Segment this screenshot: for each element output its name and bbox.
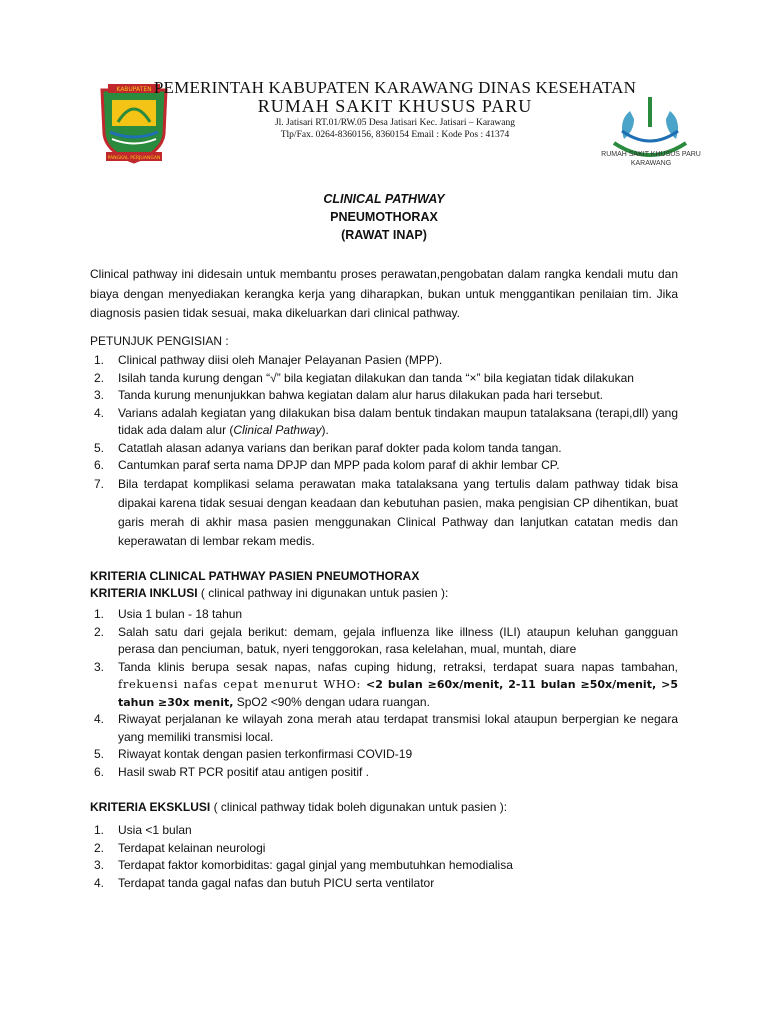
inklusi-list — [90, 606, 678, 781]
list-item: 5. Catatlah alasan adanya varians dan berikan paraf dokter pada kolom tanda tangan. — [94, 440, 562, 455]
list-item: 3. Terdapat faktor komorbiditas: gagal ginjal yang membutuhkan hemodialisa — [94, 858, 513, 872]
letterhead-address-line: Jl. Jatisari RT.01/RW.05 Desa Jatisari Kec. Jatisari – Karawang — [274, 118, 516, 128]
right-logo-caption-line1: RUMAH SAKIT KHUSUS PARU — [601, 151, 701, 158]
list-item: 6. Cantumkan paraf serta nama DPJP dan MPP pada kolom paraf di akhir lembar CP. — [94, 458, 560, 472]
right-logo-caption-line2: KARAWANG — [630, 160, 672, 167]
petunjuk-label: PETUNJUK PENGISIAN : — [90, 334, 229, 348]
svg-text:PANGKAL PERJUANGAN: PANGKAL PERJUANGAN — [107, 156, 161, 161]
svg-text:KABUPATEN: KABUPATEN — [116, 86, 152, 93]
list-item: 3. Tanda kurung menunjukkan bahwa kegiatan dalam alur harus dilakukan pada hari tersebut. — [94, 388, 603, 402]
list-item: 5. Riwayat kontak dengan pasien terkonfirmasi COVID-19 — [94, 747, 413, 761]
doc-title: CLINICAL PATHWAY — [323, 192, 445, 206]
list-item: 1. Usia <1 bulan — [94, 823, 192, 837]
doc-subtitle-2: (RAWAT INAP) — [341, 228, 427, 242]
letterhead-government: PEMERINTAH KABUPATEN KARAWANG DINAS KESEHATAN — [153, 78, 637, 97]
right-logo-caption — [596, 150, 706, 168]
list-item: 1. Usia 1 bulan - 18 tahun — [94, 607, 243, 621]
list-item: 4. Riwayat perjalanan ke wilayah zona merah atau terdapat transmisi lokal ataupun berpergian ke negara yang memiliki transmisi local. — [94, 712, 678, 744]
letterhead-contact-line: Tlp/Fax. 0264-8360156, 8360154 Email : Kode Pos : 41374 — [280, 130, 510, 140]
list-item: 3. Tanda klinis berupa sesak napas, nafas cuping hidung, retraksi, terdapat suara napas tambahan, frekuensi nafas cepat menurut WHO: <2 bulan ≥60x/menit, 2-11 bulan ≥50x/menit, >5 tahun ≥30x menit, SpO2 <90% dengan udara ruangan. — [94, 659, 679, 709]
letterhead-hospital: RUMAH SAKIT KHUSUS PARU — [257, 96, 533, 116]
list-item: 1. Clinical pathway diisi oleh Manajer Pelayanan Pasien (MPP). — [94, 353, 443, 367]
list-item: 7. Bila terdapat komplikasi selama perawatan maka tatalaksana yang tertulis dalam pathway tidak bisa dipakai karena tidak sesuai dengan keadaan dan kebutuhan pasien, maka pengisian CP dihentikan, buat garis merah di akhir masa pasien menggunakan Clinical Pathway dan lanjutkan catatan medis dan keperawatan di lembar rekam medis. — [94, 476, 678, 548]
doc-subtitle: PNEUMOTHORAX — [330, 210, 438, 224]
list-item: 6. Hasil swab RT PCR positif atau antigen positif . — [94, 764, 370, 779]
kriteria-heading: KRITERIA CLINICAL PATHWAY PASIEN PNEUMOTHORAX — [90, 569, 420, 583]
letterhead-address — [200, 117, 590, 141]
inklusi-heading: KRITERIA INKLUSI ( clinical pathway ini digunakan untuk pasien ): — [90, 586, 449, 600]
eksklusi-list — [90, 822, 678, 892]
petunjuk-list — [90, 352, 678, 551]
list-item: 2. Terdapat kelainan neurologi — [94, 840, 266, 855]
list-item: 2. Salah satu dari gejala berikut: demam, gejala influenza like illness (ILI) ataupun keluhan gangguan perasa dan penciuman, batuk, nyeri tenggorokan, rasa kelelahan, mual, muntah, diare — [94, 624, 678, 656]
eksklusi-heading: KRITERIA EKSKLUSI ( clinical pathway tidak boleh digunakan untuk pasien ): — [90, 800, 508, 814]
list-item: 2. Isilah tanda kurung dengan “√” bila kegiatan dilakukan dan tanda “×” bila kegiatan tidak dilakukan — [94, 370, 634, 385]
list-item: 4. Varians adalah kegiatan yang dilakukan bisa dalam bentuk tindakan maupun tatalaksana (terapi,dll) yang tidak ada dalam alur (Clinical Pathway). — [94, 405, 678, 437]
list-item: 4. Terdapat tanda gagal nafas dan butuh PICU serta ventilator — [94, 875, 435, 890]
intro-paragraph: Clinical pathway ini didesain untuk membantu proses perawatan,pengobatan dalam rangka kendali mutu dan biaya dengan menyediakan kerangka kerja yang diharapkan, bukan untuk menggantikan penilaian tim. Jika diagnosis pasien tidak sesuai, maka dikeluarkan dari clinical pathway. — [90, 267, 678, 320]
